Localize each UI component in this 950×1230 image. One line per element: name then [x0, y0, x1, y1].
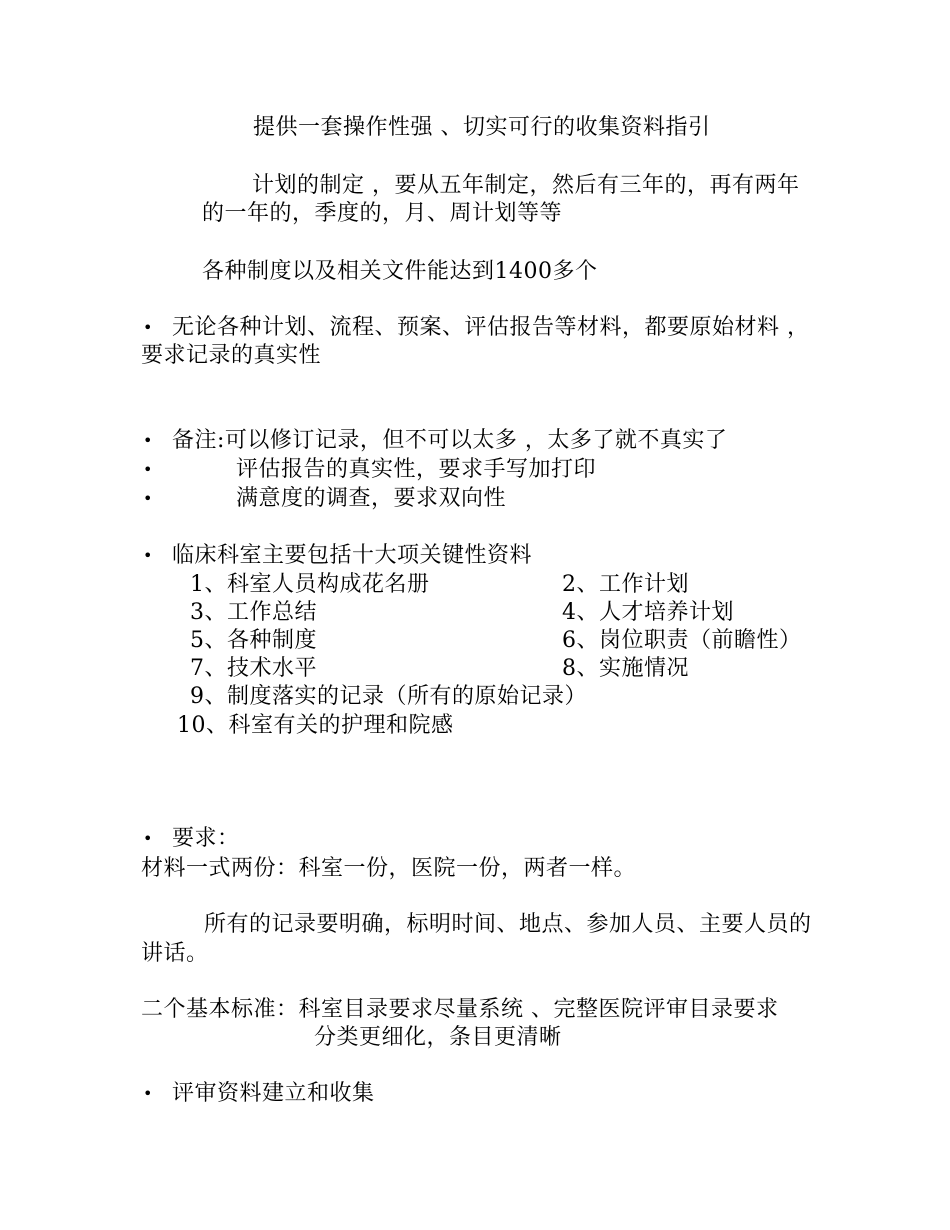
standards-line-1: 二个基本标准：科室目录要求尽量系统 、完整医院评审目录要求	[141, 997, 779, 1022]
list-item: 7、技术水平	[190, 656, 317, 681]
note-line-2: 评估报告的真实性，要求手写加打印	[236, 457, 597, 482]
list-item: 3、工作总结	[190, 600, 317, 625]
clinical-heading: 临床科室主要包括十大项关键性资料	[172, 543, 533, 568]
records-line-2: 讲话。	[141, 941, 209, 966]
bullet-icon: •	[143, 318, 153, 337]
last-bullet-heading: 评审资料建立和收集	[172, 1081, 375, 1106]
bullet-icon: •	[143, 431, 153, 450]
list-item: 9、制度落实的记录（所有的原始记录）	[190, 684, 587, 709]
document-title: 提供一套操作性强 、切实可行的收集资料指引	[253, 115, 711, 140]
list-item: 8、实施情况	[562, 656, 689, 681]
systems-count-paragraph: 各种制度以及相关文件能达到1400多个	[202, 259, 598, 284]
copies-requirement: 材料一式两份：科室一份，医院一份，两者一样。	[141, 856, 637, 881]
list-item: 1、科室人员构成花名册	[190, 572, 430, 597]
note-line-3: 满意度的调查，要求双向性	[236, 486, 507, 511]
note-line-1: 备注:可以修订记录，但不可以太多 ，太多了就不真实了	[172, 428, 728, 453]
list-item: 6、岗位职责（前瞻性）	[562, 628, 802, 653]
bullet-icon: •	[143, 829, 153, 848]
plan-paragraph-line-2: 的一年的，季度的，月、周计划等等	[202, 201, 563, 226]
original-material-line-1: 无论各种计划、流程、预案、评估报告等材料，都要原始材料 ，	[172, 315, 810, 340]
plan-paragraph-line-1: 计划的制定 ，要从五年制定，然后有三年的，再有两年	[252, 173, 800, 198]
bullet-icon: •	[143, 460, 153, 479]
standards-line-2: 分类更细化，条目更清晰	[314, 1025, 562, 1050]
records-line-1: 所有的记录要明确，标明时间、地点、参加人员、主要人员的	[204, 912, 812, 937]
original-material-line-2: 要求记录的真实性	[141, 343, 322, 368]
bullet-icon: •	[143, 489, 153, 508]
list-item: 5、各种制度	[190, 628, 317, 653]
bullet-icon: •	[143, 1084, 153, 1103]
list-item: 2、工作计划	[562, 572, 689, 597]
list-item: 4、人才培养计划	[562, 600, 734, 625]
bullet-icon: •	[143, 546, 153, 565]
list-item: 10、科室有关的护理和院感	[177, 713, 454, 738]
requirements-heading: 要求：	[172, 826, 240, 851]
